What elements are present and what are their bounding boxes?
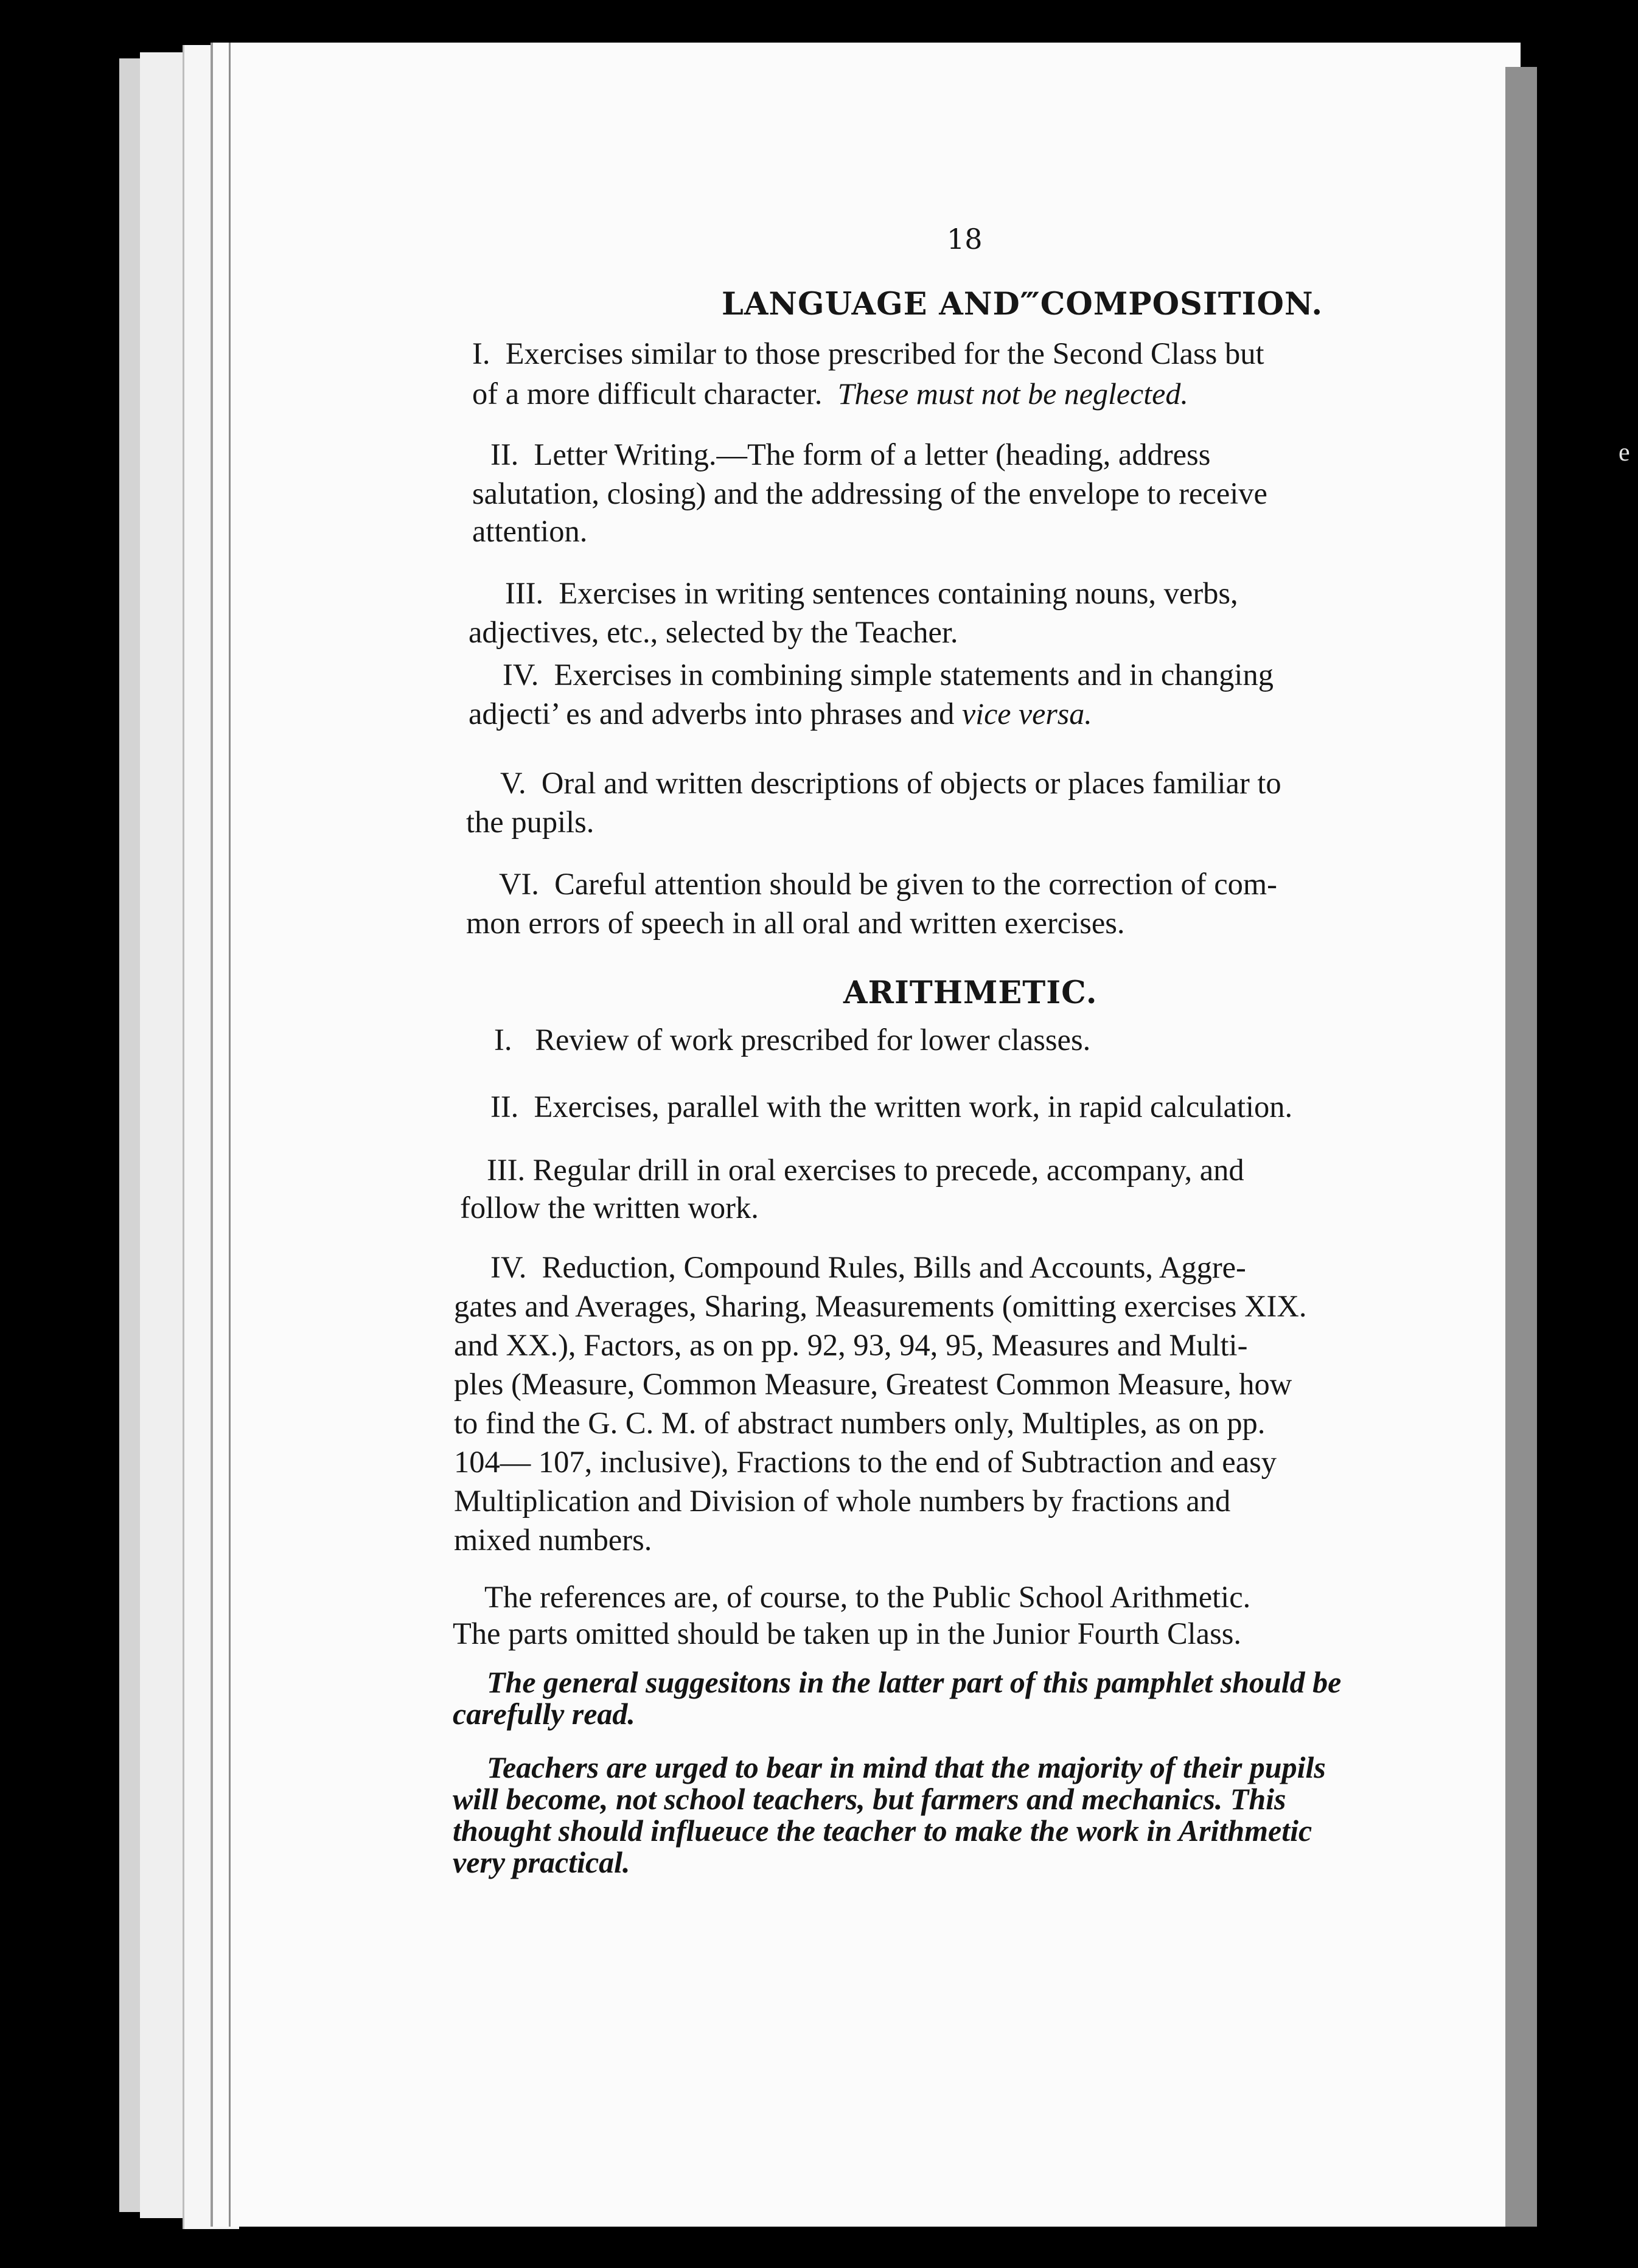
language-item-5-line — [466, 802, 594, 842]
item-text: the pupils. — [466, 805, 594, 839]
item-text: Exercises in combining simple statements and in changing — [554, 658, 1274, 692]
item-text: adjecti’ es and adverbs into phrases and — [469, 697, 955, 731]
item-number: IV. — [490, 1250, 527, 1284]
item-number: III. — [505, 576, 544, 610]
arithmetic-item-4-line — [454, 1403, 1265, 1443]
item-text: Exercises similar to those prescribed for the Second Class but — [505, 336, 1264, 370]
language-item-4-line — [469, 694, 1092, 734]
arithmetic-item-4-line — [454, 1325, 1247, 1365]
margin-fragment: e — [1619, 439, 1630, 467]
item-number: I. — [494, 1023, 512, 1057]
italic-note-line: will become, not school teachers, but farmers and mechanics. This — [453, 1782, 1286, 1816]
language-item-6-line — [466, 903, 1125, 943]
language-item-2 — [490, 434, 1210, 475]
item-number: II. — [490, 437, 519, 471]
italic-note-line: carefully read. — [453, 1697, 635, 1731]
language-item-5 — [500, 763, 1281, 803]
item-text: of a more difficult character. — [472, 377, 823, 411]
language-item-3-line — [469, 612, 958, 652]
language-item-3 — [505, 573, 1238, 613]
item-number: VI. — [499, 867, 539, 901]
item-number: IV. — [503, 658, 539, 692]
italic-note-line: The general suggesitons in the latter part of this pamphlet should be — [487, 1665, 1342, 1699]
language-item-6 — [499, 864, 1277, 904]
language-item-2-line — [472, 511, 587, 551]
page-shadow — [1505, 67, 1537, 2227]
arithmetic-item-2 — [490, 1087, 1292, 1127]
italic-note-line: Teachers are urged to bear in mind that the majority of their pupils — [487, 1750, 1326, 1784]
item-text: gates and Averages, Sharing, Measurements (omitting exercises XIX. — [454, 1289, 1307, 1323]
language-item-2-line — [472, 473, 1267, 513]
item-text: ples (Measure, Common Measure, Greatest Common Measure, how — [454, 1367, 1292, 1401]
arithmetic-item-3 — [487, 1150, 1244, 1190]
item-number: II. — [490, 1090, 519, 1124]
item-text: Oral and written descriptions of objects or places familiar to — [541, 766, 1281, 800]
item-italic-note: vice versa. — [961, 697, 1092, 731]
language-item-1 — [472, 333, 1264, 374]
italic-note-line: thought should influeuce the teacher to make the work in Arithmetic — [453, 1814, 1312, 1848]
item-text: Review of work prescribed for lower classes. — [535, 1023, 1091, 1057]
item-number: V. — [500, 766, 526, 800]
item-text: mon errors of speech in all oral and written exercises. — [466, 906, 1125, 940]
section-heading-arithmetic: ARITHMETIC. — [843, 975, 1098, 1011]
item-text: Multiplication and Division of whole numbers by fractions and — [454, 1484, 1231, 1518]
item-text: Careful attention should be given to the correction of com- — [554, 867, 1277, 901]
item-text: Letter Writing.—The form of a letter (heading, address — [534, 437, 1211, 471]
item-text: Exercises in writing sentences containing nouns, verbs, — [559, 576, 1238, 610]
item-text: attention. — [472, 514, 588, 548]
item-text: mixed numbers. — [454, 1523, 652, 1557]
item-number: I. — [472, 336, 490, 370]
arithmetic-item-4-line — [454, 1286, 1306, 1326]
references-line — [484, 1577, 1250, 1617]
item-italic-note: These must not be neglected. — [837, 377, 1188, 411]
item-text: Exercises, parallel with the written work, in rapid calculation. — [534, 1090, 1293, 1124]
arithmetic-item-4-line — [454, 1481, 1230, 1521]
arithmetic-item-3-line — [460, 1188, 759, 1228]
language-item-1-continued — [472, 374, 1188, 414]
arithmetic-item-4 — [490, 1247, 1246, 1287]
references-line — [453, 1613, 1241, 1654]
italic-note-line: very practical. — [453, 1845, 630, 1879]
arithmetic-item-1 — [494, 1020, 1090, 1060]
item-text: to find the G. C. M. of abstract numbers only, Multiples, as on pp. — [454, 1406, 1266, 1440]
references-text: The parts omitted should be taken up in the Junior Fourth Class. — [453, 1616, 1242, 1651]
item-text: Reduction, Compound Rules, Bills and Accounts, Aggre- — [542, 1250, 1246, 1284]
references-text: The references are, of course, to the Public School Arithmetic. — [484, 1580, 1251, 1614]
page-number: 18 — [947, 223, 983, 256]
item-number: III. — [487, 1153, 526, 1187]
item-text: Regular drill in oral exercises to precede, accompany, and — [532, 1153, 1244, 1187]
item-text: 104— 107, inclusive), Fractions to the end of Subtraction and easy — [454, 1445, 1277, 1479]
arithmetic-item-4-line — [454, 1442, 1277, 1482]
arithmetic-item-4-line — [454, 1520, 652, 1560]
language-item-4 — [503, 655, 1274, 695]
item-text: adjectives, etc., selected by the Teacher. — [469, 615, 958, 649]
section-heading-language: LANGUAGE AND‴COMPOSITION. — [722, 286, 1323, 322]
item-text: follow the written work. — [460, 1191, 759, 1225]
item-text: and XX.), Factors, as on pp. 92, 93, 94, 95, Measures and Multi- — [454, 1328, 1248, 1362]
item-text: salutation, closing) and the addressing of the envelope to receive — [472, 476, 1267, 510]
arithmetic-item-4-line — [454, 1364, 1292, 1404]
